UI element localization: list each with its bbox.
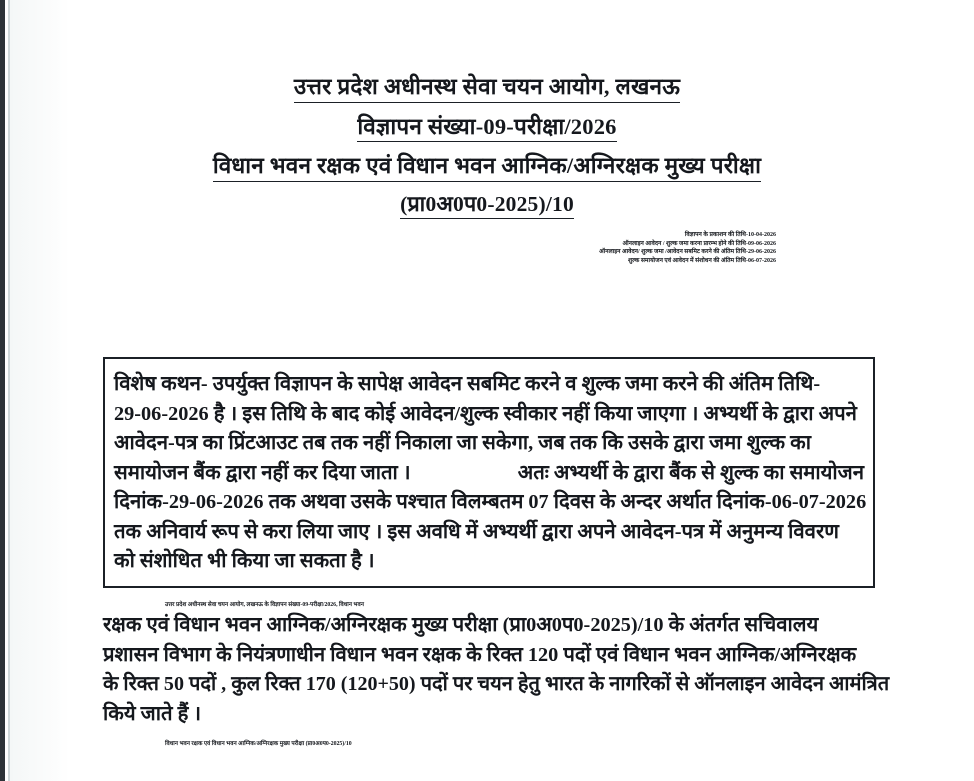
exam-code <box>0 191 974 220</box>
body-paragraphs <box>103 601 889 749</box>
organization-title <box>0 76 974 103</box>
paragraph-line: विधान भवन रक्षक एवं विधान भवन आग्निक/अग्निरक्षक मुख्य परीक्षा (प्रा0अ0प0-2025)/10 <box>165 741 352 748</box>
special-note-line: विशेष कथन- उपर्युक्त विज्ञापन के सापेक्ष आवेदन सबमिट करने व शुल्क जमा करने की अंतिम तिथि- <box>114 373 821 395</box>
organization-title-text: उत्तर प्रदेश अधीनस्थ सेवा चयन आयोग, लखनऊ <box>294 76 680 103</box>
key-dates-block <box>0 231 974 265</box>
date-line-fee-adjustment: शुल्क समायोजन एवं आवेदन में संशोधन की अंतिम तिथि-06-07-2026 <box>627 257 776 264</box>
paragraph-line: प्रशासन विभाग के नियंत्रणाधीन विधान भवन रक्षक के रिक्त 120 पदों एवं विधान भवन आग्निक/अग्निरक्षक <box>103 643 857 666</box>
exam-name-text: विधान भवन रक्षक एवं विधान भवन आग्निक/अग्निरक्षक मुख्य परीक्षा <box>213 155 761 182</box>
advertisement-number <box>0 113 974 143</box>
date-line-application-last: ऑनलाइन आवेदन/ शुल्क जमा /आवेदन सबमिट करने की अंतिम तिथि-29-06-2026 <box>599 249 776 256</box>
date-line-application-start: ऑनलाइन आवेदन / शुल्क जमा करना प्रारम्भ होने की तिथि-09-06-2026 <box>622 240 776 247</box>
document-header <box>0 0 974 219</box>
advertisement-number-text: विज्ञापन संख्या-09-परीक्षा/2026 <box>357 116 616 143</box>
special-note-segment: अतः अभ्यर्थी के द्वारा बैंक से शुल्क का समायोजन <box>517 461 864 484</box>
paragraph-line: रक्षक एवं विधान भवन आग्निक/अग्निरक्षक मुख्य परीक्षा (प्रा0अ0प0-2025)/10 के अंतर्गत सचिवालय <box>103 613 819 636</box>
special-note-line <box>114 459 864 489</box>
exam-code-text: (प्रा0अ0प0-2025)/10 <box>400 194 574 220</box>
paragraph-spacer <box>103 729 889 740</box>
special-note-line: तक अनिवार्य रूप से करा लिया जाए । इस अवधि में अभ्यर्थी द्वारा अपने आवेदन-पत्र में अनुमन्य विवरण <box>114 520 839 543</box>
paragraph-line: के रिक्त 50 पदों , कुल रिक्त 170 (120+50) पदों पर चयन हेतु भारत के नागरिकों से ऑनलाइन आवेदन आमंत्रित <box>103 672 890 695</box>
special-note-segment: समायोजन बैंक द्वारा नहीं कर दिया जाता । <box>114 461 411 484</box>
special-note-line: को संशोधित भी किया जा सकता है । <box>114 550 375 573</box>
special-note-line: आवेदन-पत्र का प्रिंटआउट तब तक नहीं निकाला जा सकेगा, जब तक कि उसके द्वारा जमा शुल्क का <box>114 432 811 455</box>
special-note-line: दिनांक-29-06-2026 तक अथवा उसके पश्चात विलम्बतम 07 दिवस के अन्दर अर्थात दिनांक-06-07-2026 <box>114 491 867 514</box>
special-note-box <box>103 357 875 588</box>
date-line-publication: विज्ञापन के प्रकाशन की तिथि-10-04-2026 <box>684 232 776 238</box>
exam-name-title <box>0 155 974 182</box>
paragraph-line: किये जाते हैं । <box>103 703 202 726</box>
paragraph-line: उत्तर प्रदेश अधीनस्थ सेवा चयन आयोग, लखनऊ के विज्ञापन संख्या-09-परीक्षा/2026, विधान भवन <box>165 602 364 608</box>
special-note-line: 29-06-2026 है । इस तिथि के बाद कोई आवेदन/शुल्क स्वीकार नहीं किया जाएगा । अभ्यर्थी के द्वारा अपने <box>114 402 857 425</box>
